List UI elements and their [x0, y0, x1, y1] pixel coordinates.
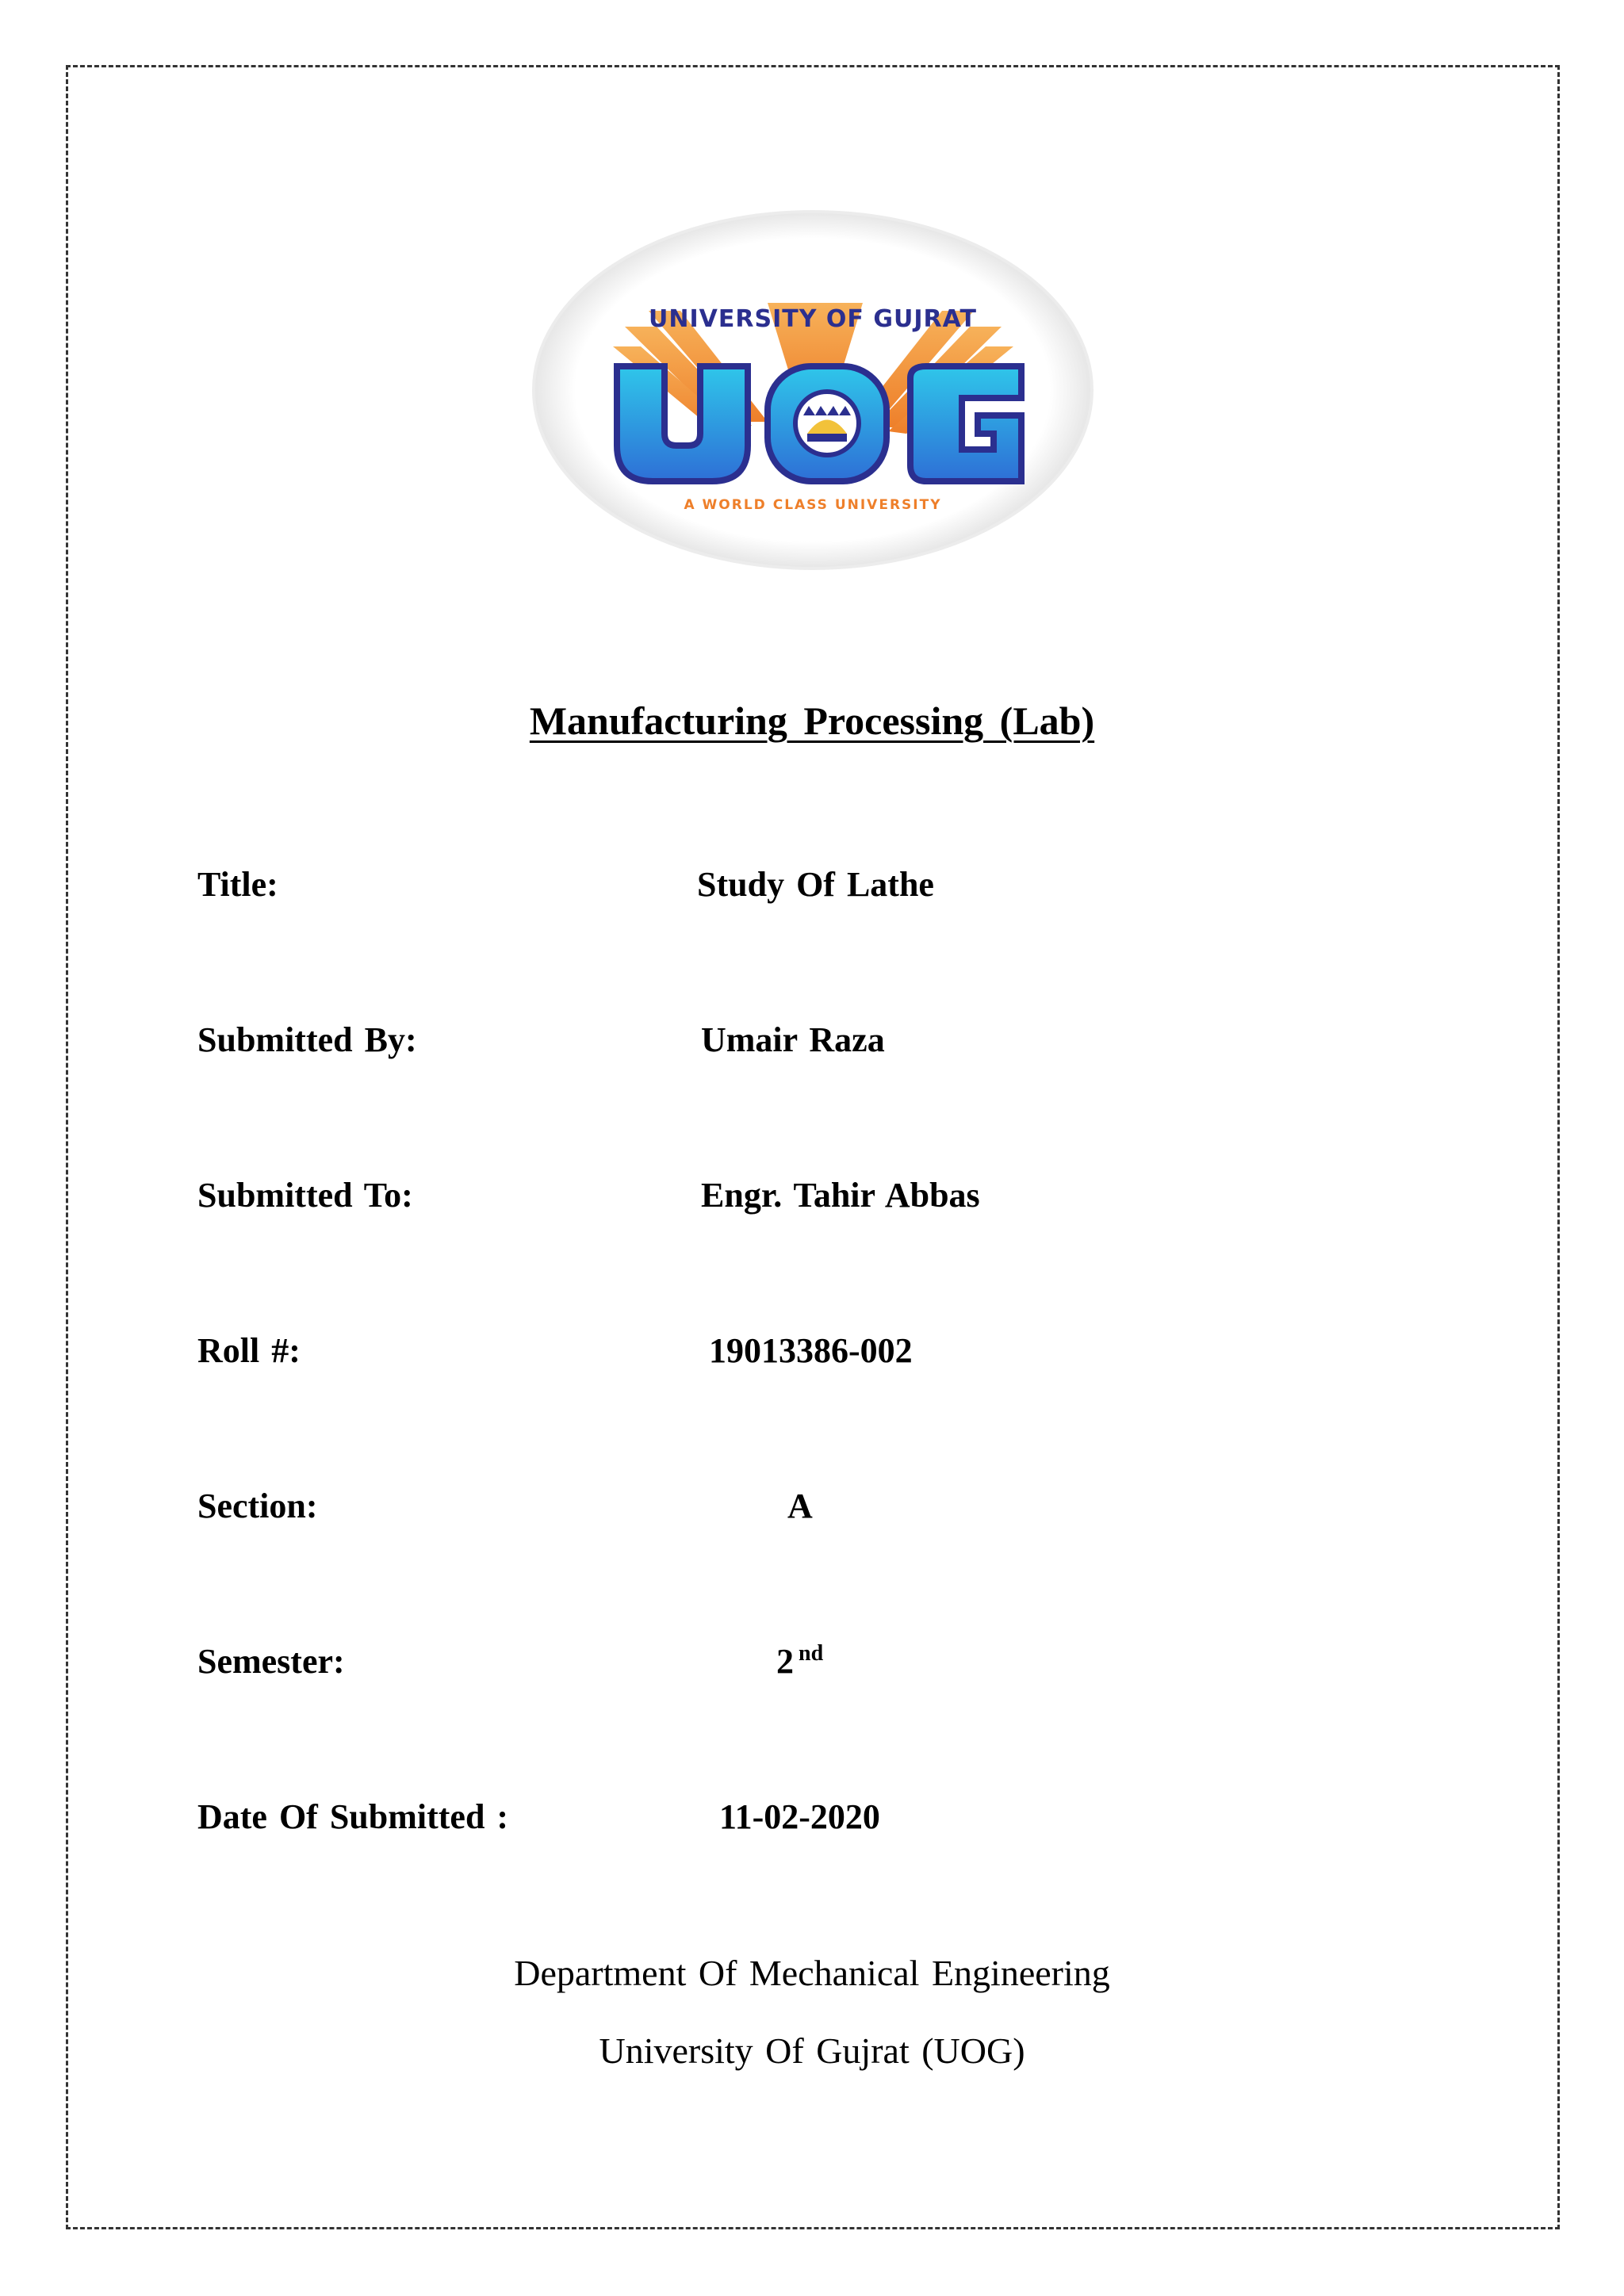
university-name: University Of Gujrat (UOG) — [599, 2030, 1025, 2071]
logo-tagline: A WORLD CLASS UNIVERSITY — [684, 497, 942, 513]
field-label-roll-number: Roll #: — [197, 1331, 301, 1370]
department-name: Department Of Mechanical Engineering — [514, 1953, 1110, 1993]
document-heading: Manufacturing Processing (Lab) — [529, 698, 1095, 743]
field-value-submitted-by: Umair Raza — [701, 1020, 885, 1059]
field-label-submitted-to: Submitted To: — [197, 1176, 413, 1215]
field-value-section: A — [787, 1487, 813, 1525]
field-label-semester: Semester: — [197, 1642, 345, 1681]
field-value-roll-number: 19013386-002 — [709, 1331, 913, 1370]
field-label-submitted-by: Submitted By: — [197, 1020, 417, 1059]
field-value-submitted-to: Engr. Tahir Abbas — [701, 1176, 980, 1215]
field-label-date-submitted: Date Of Submitted : — [197, 1797, 509, 1836]
field-label-section: Section: — [197, 1487, 318, 1525]
field-value-title: Study Of Lathe — [697, 865, 934, 904]
field-value-date-submitted: 11-02-2020 — [719, 1797, 880, 1836]
semester-number: 2 — [776, 1642, 794, 1681]
field-value-semester — [776, 1641, 823, 1682]
field-label-title: Title: — [197, 865, 278, 904]
logo-top-text: UNIVERSITY OF GUJRAT — [649, 305, 977, 333]
semester-suffix: nd — [799, 1641, 824, 1667]
university-logo — [530, 208, 1096, 572]
